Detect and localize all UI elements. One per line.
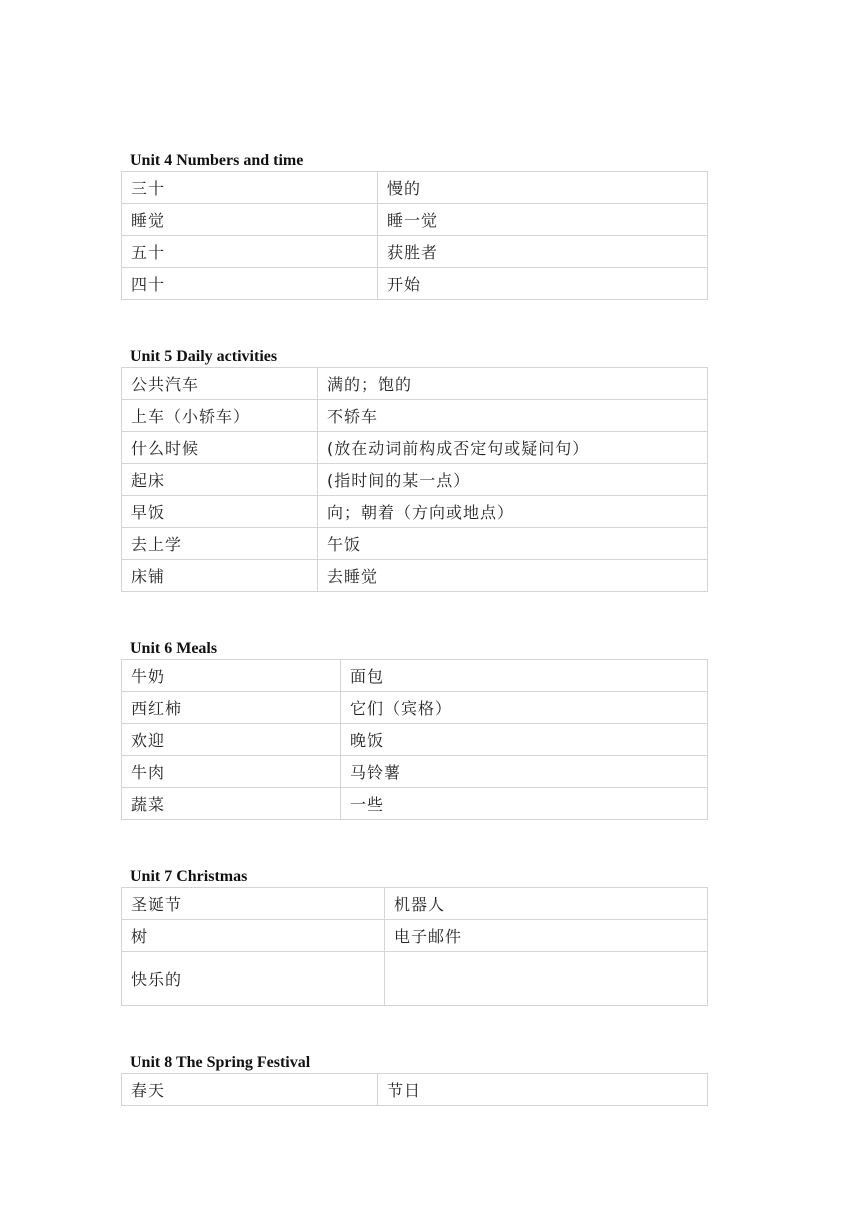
table-row — [122, 496, 708, 528]
word-cell: 起床 — [122, 464, 318, 496]
table-row — [122, 888, 708, 920]
word-cell: 面包 — [341, 660, 708, 692]
vocab-table — [121, 367, 708, 592]
word-cell: 上车（小轿车） — [122, 400, 318, 432]
unit-7-section — [121, 867, 708, 1006]
word-cell: 一些 — [341, 788, 708, 820]
table-row — [122, 464, 708, 496]
word-cell: 满的；饱的 — [318, 368, 708, 400]
word-cell: 快乐的 — [122, 952, 385, 1006]
word-cell: 什么时候 — [122, 432, 318, 464]
word-cell: 床铺 — [122, 560, 318, 592]
word-cell: 欢迎 — [122, 724, 341, 756]
word-cell: 午饭 — [318, 528, 708, 560]
word-cell: 慢的 — [378, 172, 708, 204]
table-row — [122, 528, 708, 560]
unit-4-section — [121, 151, 708, 300]
table-row — [122, 1074, 708, 1106]
vocab-table — [121, 171, 708, 300]
word-cell: 向；朝着（方向或地点） — [318, 496, 708, 528]
word-cell: 去睡觉 — [318, 560, 708, 592]
unit-6-section — [121, 639, 708, 820]
word-cell: 睡觉 — [122, 204, 378, 236]
word-cell: 五十 — [122, 236, 378, 268]
table-row — [122, 560, 708, 592]
word-cell: 三十 — [122, 172, 378, 204]
table-row — [122, 660, 708, 692]
word-cell: 开始 — [378, 268, 708, 300]
table-row — [122, 692, 708, 724]
table-row — [122, 204, 708, 236]
word-cell: 春天 — [122, 1074, 378, 1106]
unit-title: Unit 5 Daily activities — [130, 348, 278, 365]
vocab-table — [121, 1073, 708, 1106]
unit-5-section — [121, 347, 708, 592]
word-cell: 四十 — [122, 268, 378, 300]
table-row — [122, 788, 708, 820]
unit-title: Unit 7 Christmas — [130, 868, 248, 885]
word-cell: 去上学 — [122, 528, 318, 560]
table-row — [122, 724, 708, 756]
table-row — [122, 952, 708, 1006]
unit-title: Unit 6 Meals — [130, 640, 218, 657]
word-cell: 圣诞节 — [122, 888, 385, 920]
word-cell: 早饭 — [122, 496, 318, 528]
word-cell: 树 — [122, 920, 385, 952]
vocab-table — [121, 887, 708, 1006]
table-row — [122, 400, 708, 432]
table-row — [122, 368, 708, 400]
word-cell: 机器人 — [385, 888, 708, 920]
word-cell: 不轿车 — [318, 400, 708, 432]
table-row — [122, 432, 708, 464]
word-cell: 获胜者 — [378, 236, 708, 268]
table-row — [122, 756, 708, 788]
word-cell: 电子邮件 — [385, 920, 708, 952]
word-cell: 牛奶 — [122, 660, 341, 692]
word-cell: 马铃薯 — [341, 756, 708, 788]
word-cell: (指时间的某一点） — [318, 464, 708, 496]
unit-8-section — [121, 1053, 708, 1106]
word-cell: 晚饭 — [341, 724, 708, 756]
word-cell: 节日 — [378, 1074, 708, 1106]
word-cell: 牛肉 — [122, 756, 341, 788]
vocab-table — [121, 659, 708, 820]
word-cell: 公共汽车 — [122, 368, 318, 400]
word-cell: 蔬菜 — [122, 788, 341, 820]
word-cell — [385, 952, 708, 1006]
table-row — [122, 236, 708, 268]
word-cell: (放在动词前构成否定句或疑问句） — [318, 432, 708, 464]
table-row — [122, 268, 708, 300]
table-row — [122, 920, 708, 952]
unit-title: Unit 4 Numbers and time — [130, 152, 304, 169]
unit-title: Unit 8 The Spring Festival — [130, 1054, 311, 1071]
table-row — [122, 172, 708, 204]
word-cell: 它们（宾格） — [341, 692, 708, 724]
word-cell: 睡一觉 — [378, 204, 708, 236]
word-cell: 西红柿 — [122, 692, 341, 724]
